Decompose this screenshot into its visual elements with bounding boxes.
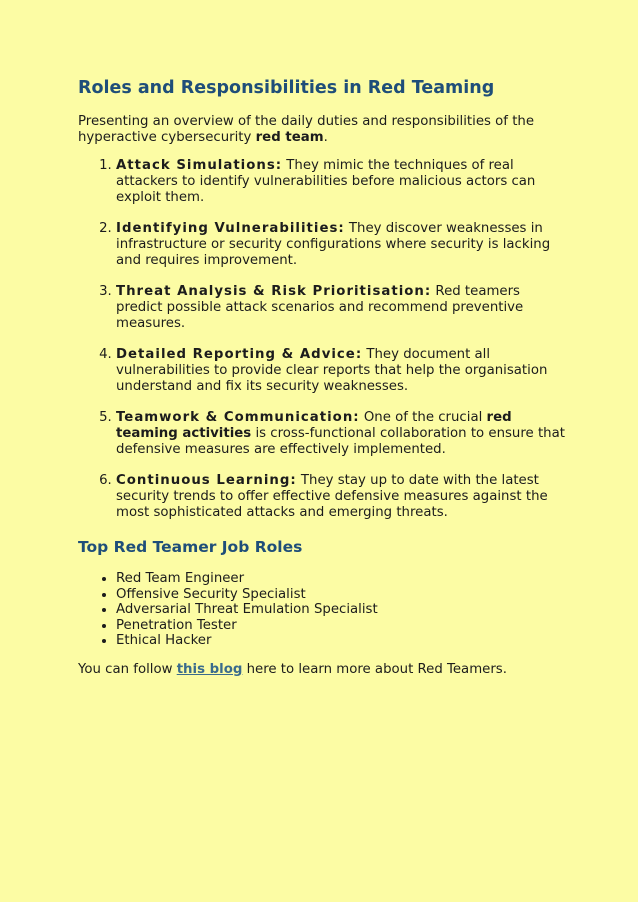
list-item: • Red Team Engineer xyxy=(116,571,568,587)
footer-paragraph xyxy=(78,662,568,678)
duty-text: One of the crucial xyxy=(359,410,487,425)
duty-bold-text: red teaming activities xyxy=(116,410,512,441)
list-item: • Penetration Tester xyxy=(116,618,568,634)
list-item: • Offensive Security Specialist xyxy=(116,587,568,603)
list-item xyxy=(116,284,568,332)
intro-text-end: . xyxy=(323,130,328,145)
duty-text: They discover weaknesses in infrastructure or security configurations where security is lacking and requires improvement. xyxy=(116,221,551,268)
duty-text: They mimic the techniques of real attackers to identify vulnerabilities before malicious actors can exploit them. xyxy=(116,158,536,205)
intro-paragraph xyxy=(78,114,568,146)
duty-term: Identifying Vulnerabilities: xyxy=(116,221,345,236)
duty-text: They document all vulnerabilities to provide clear reports that help the organisation understand and fix its security weaknesses. xyxy=(116,347,548,394)
intro-text: Presenting an overview of the daily duties and responsibilities of the hyperactive cybersecurity xyxy=(78,114,535,145)
footer-text: You can follow xyxy=(78,661,177,677)
list-item xyxy=(116,410,568,458)
list-item xyxy=(116,221,568,269)
roles-heading: Top Red Teamer Job Roles xyxy=(78,538,303,556)
duty-text: They stay up to date with the latest security trends to offer effective defensive measures against the most sophisticated attacks and emerging threats. xyxy=(116,473,548,520)
duties-list xyxy=(78,158,568,521)
list-item: • Adversarial Threat Emulation Specialist xyxy=(116,602,568,618)
list-item: • Ethical Hacker xyxy=(116,633,568,649)
page-title: Roles and Responsibilities in Red Teaming xyxy=(78,78,495,98)
intro-bold-text: red team xyxy=(255,130,324,145)
duty-term: Teamwork & Communication: xyxy=(116,410,360,425)
duty-term: Threat Analysis & Risk Prioritisation: xyxy=(116,284,432,299)
footer-text-end: here to learn more about Red Teamers. xyxy=(242,661,507,677)
list-item xyxy=(116,473,568,521)
list-item xyxy=(116,158,568,206)
blog-link[interactable]: this blog xyxy=(176,661,243,677)
duty-term: Continuous Learning: xyxy=(116,473,297,488)
duty-term: Attack Simulations: xyxy=(116,158,283,173)
duty-term: Detailed Reporting & Advice: xyxy=(116,347,363,362)
list-item xyxy=(116,347,568,395)
duty-text-end: is cross-functional collaboration to ensure that defensive measures are effectively implemented. xyxy=(116,426,565,457)
roles-list xyxy=(78,571,568,649)
duty-text: Red teamers predict possible attack scenarios and recommend preventive measures. xyxy=(116,284,524,331)
